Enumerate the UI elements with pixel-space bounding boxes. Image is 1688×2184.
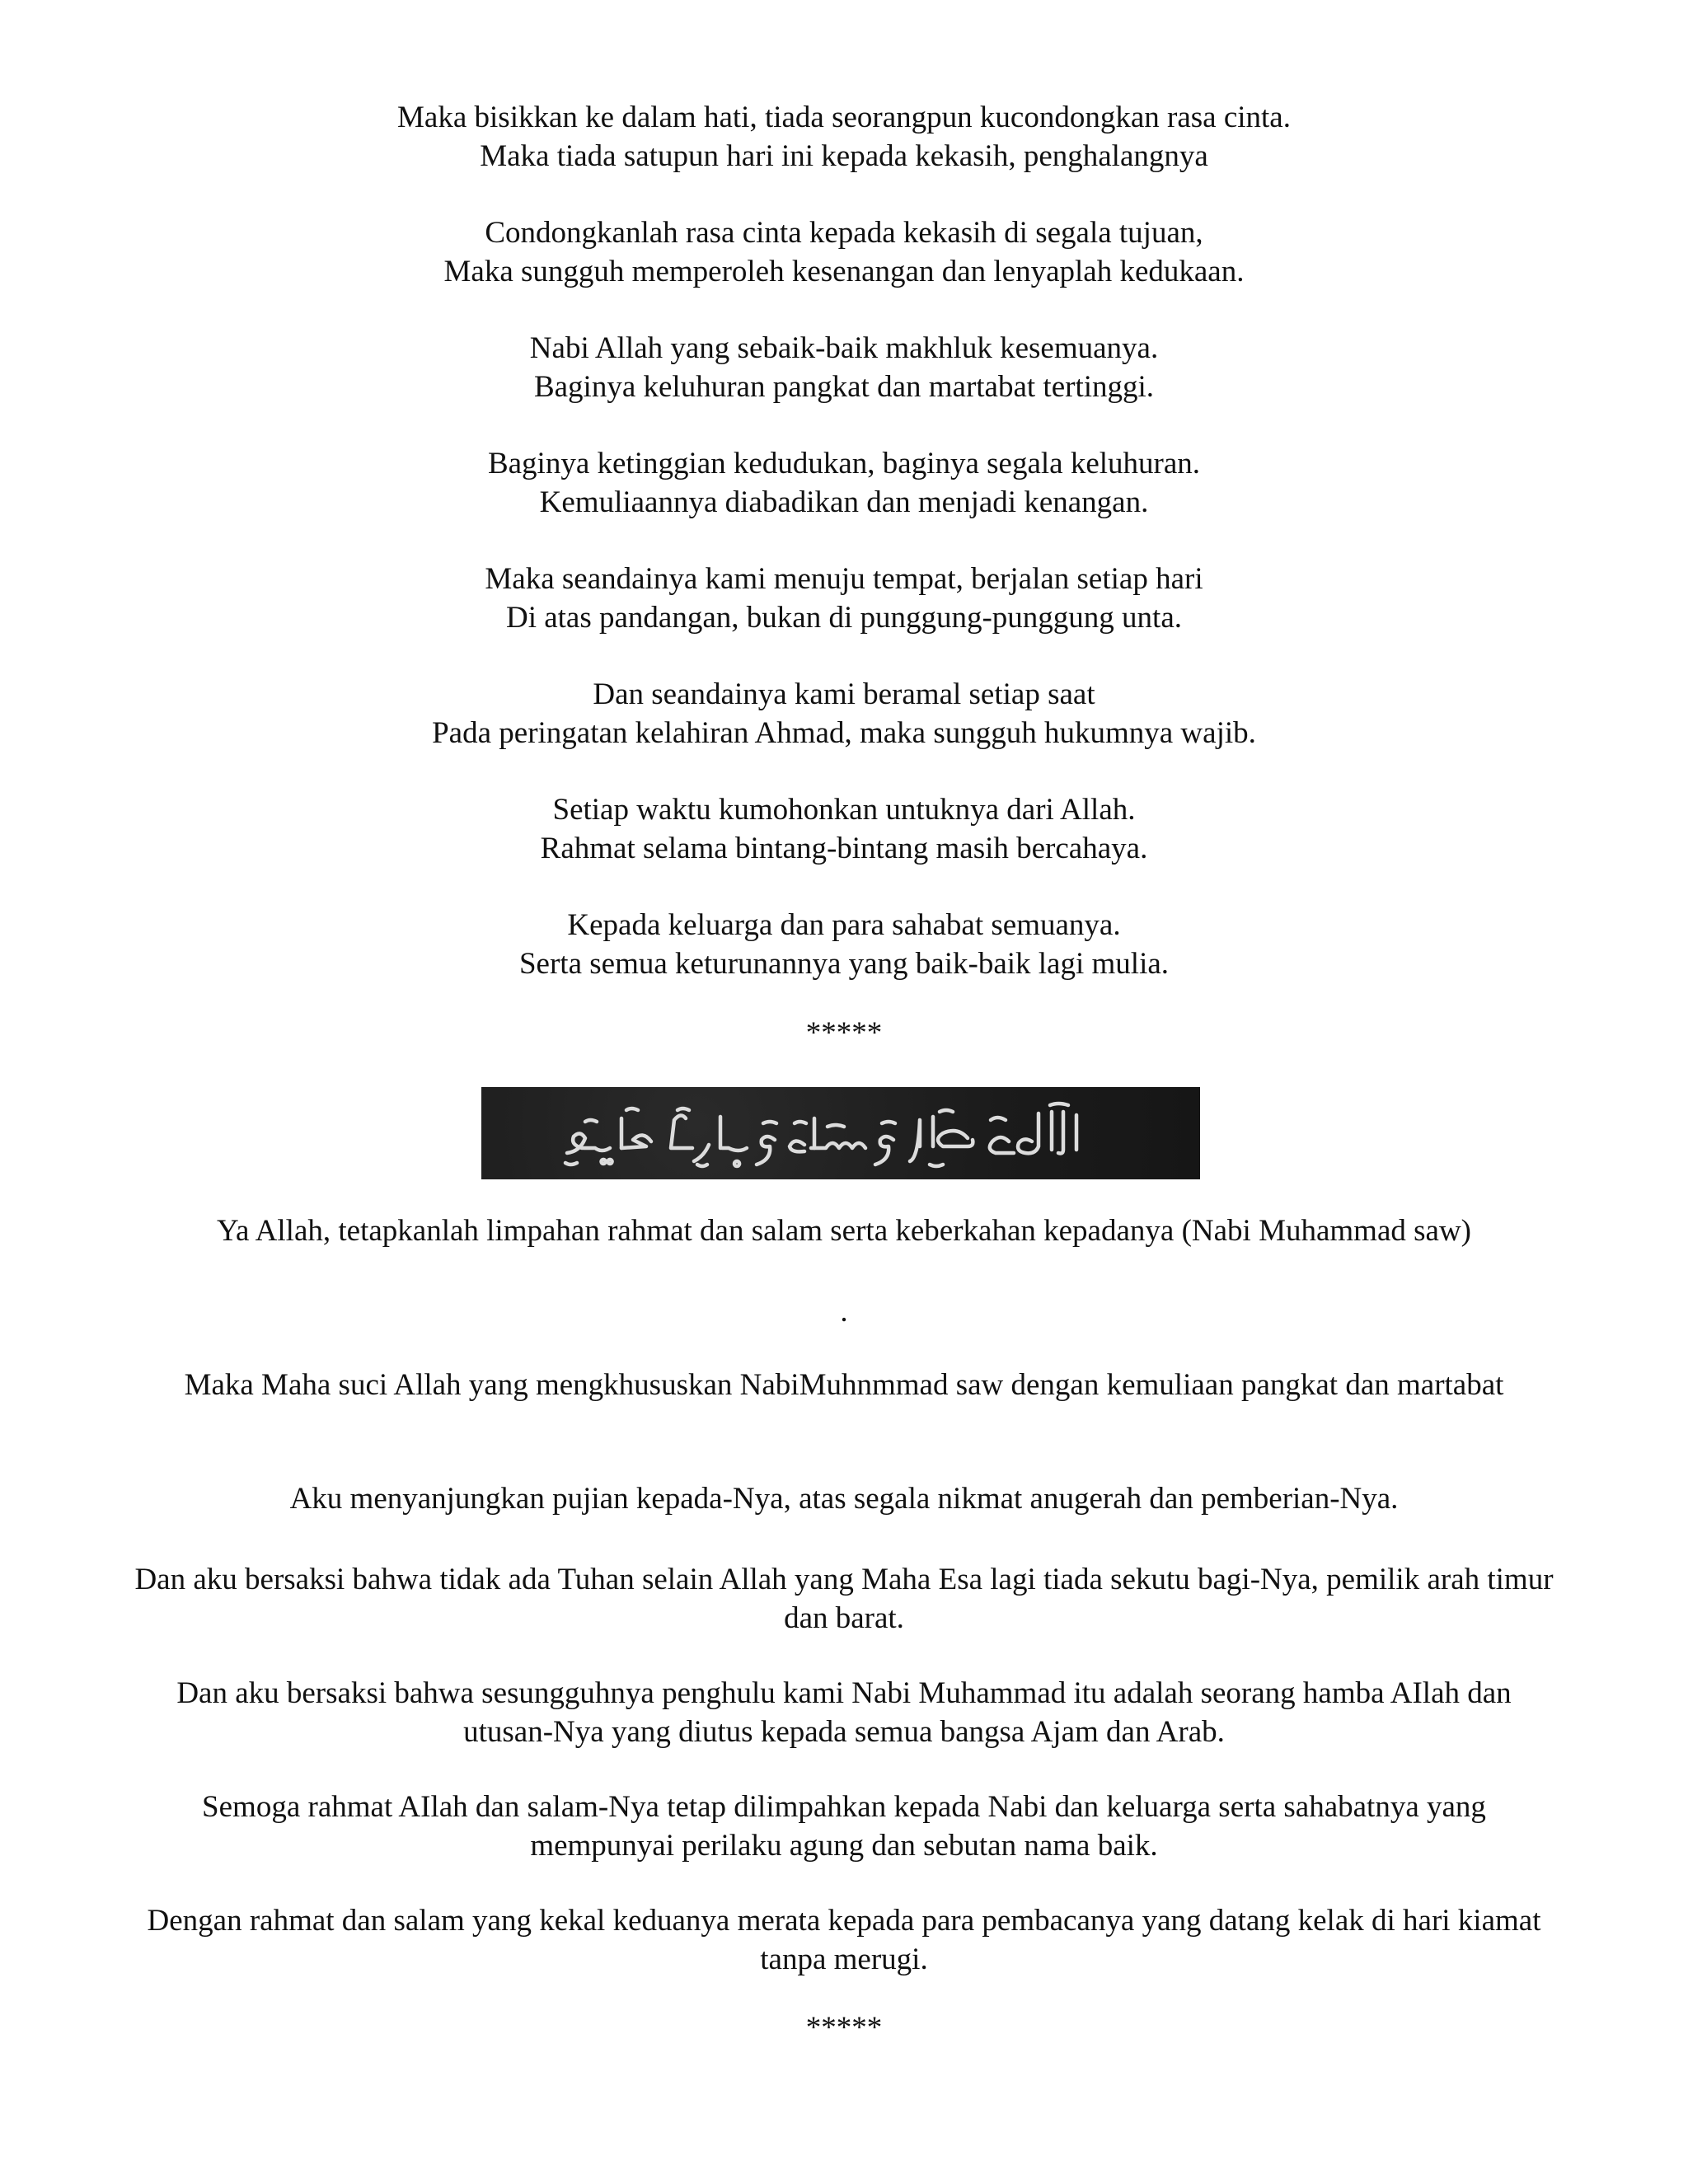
stanza-6 [0,675,1688,752]
stanza-4 [0,444,1688,522]
stanza-line: Condongkanlah rasa cinta kepada kekasih di segala tujuan, [485,216,1203,250]
paragraph-6: Dengan rahmat dan salam yang kekal keduanya merata kepada para pembacanya yang datang kelak di hari kiamat tanpa merugi. [147,1904,1541,1976]
stanza-line: Maka sungguh memperoleh kesenangan dan lenyaplah kedukaan. [443,255,1245,288]
stanza-line: Dan seandainya kami beramal setiap saat [593,677,1095,711]
stanza-line: Pada peringatan kelahiran Ahmad, maka sungguh hukumnya wajib. [432,716,1256,750]
stanza-line: Baginya keluhuran pangkat dan martabat tertinggi. [533,370,1155,404]
paragraph-2: Aku menyanjungkan pujian kepada-Nya, atas segala nikmat anugerah dan pemberian-Nya. [289,1482,1399,1516]
calligraphy-strokes [481,1087,1200,1179]
stanza-line: Setiap waktu kumohonkan untuknya dari Allah. [552,793,1136,827]
stanza-line: Maka tiada satupun hari ini kepada kekasih, penghalangnya [480,139,1208,173]
separator-stars: ***** [805,2011,883,2045]
stanza-line: Baginya ketinggian kedudukan, baginya segala keluhuran. [487,447,1201,480]
arabic-calligraphy-image [481,1087,1200,1179]
stanza-8 [0,906,1688,983]
stanza-2 [0,213,1688,291]
stanza-line: Serta semua keturunannya yang baik-baik lagi mulia. [518,947,1170,981]
separator-stars: ***** [805,1016,883,1050]
paragraph-3: Dan aku bersaksi bahwa tidak ada Tuhan selain Allah yang Maha Esa lagi tiada sekutu bagi-Nya, pemilik arah timur dan barat. [134,1563,1554,1635]
stanza-line: Maka bisikkan ke dalam hati, tiada seorangpun kucondongkan rasa cinta. [397,101,1291,134]
stanza-line: Nabi Allah yang sebaik-baik makhluk kesemuanya. [529,331,1159,365]
stanza-line: Rahmat selama bintang-bintang masih bercahaya. [540,832,1148,865]
stanza-5 [0,560,1688,637]
paragraph-4: Dan aku bersaksi bahwa sesungguhnya penghulu kami Nabi Muhammad itu adalah seorang hamba AIlah dan utusan-Nya yang diutus kepada semua bangsa Ajam dan Arab. [176,1676,1512,1749]
stanza-line: Kemuliaannya diabadikan dan menjadi kenangan. [539,485,1149,519]
paragraph-5: Semoga rahmat AIlah dan salam-Nya tetap dilimpahkan kepada Nabi dan keluarga serta sahabatnya yang mempunyai perilaku agung dan sebutan nama baik. [202,1790,1486,1863]
dot-separator: . [840,1295,848,1329]
stanza-line: Kepada keluarga dan para sahabat semuanya. [567,908,1121,942]
paragraph-1: Maka Maha suci Allah yang mengkhususkan NabiMuhnmmad saw dengan kemuliaan pangkat dan martabat [184,1368,1504,1402]
stanza-line: Di atas pandangan, bukan di punggung-punggung unta. [505,601,1183,635]
stanza-line: Maka seandainya kami menuju tempat, berjalan setiap hari [485,562,1203,596]
translation-line: Ya Allah, tetapkanlah limpahan rahmat dan salam serta keberkahan kepadanya (Nabi Muhammad saw) [217,1214,1471,1248]
stanza-1 [0,98,1688,176]
stanza-7 [0,790,1688,868]
stanza-3 [0,329,1688,406]
